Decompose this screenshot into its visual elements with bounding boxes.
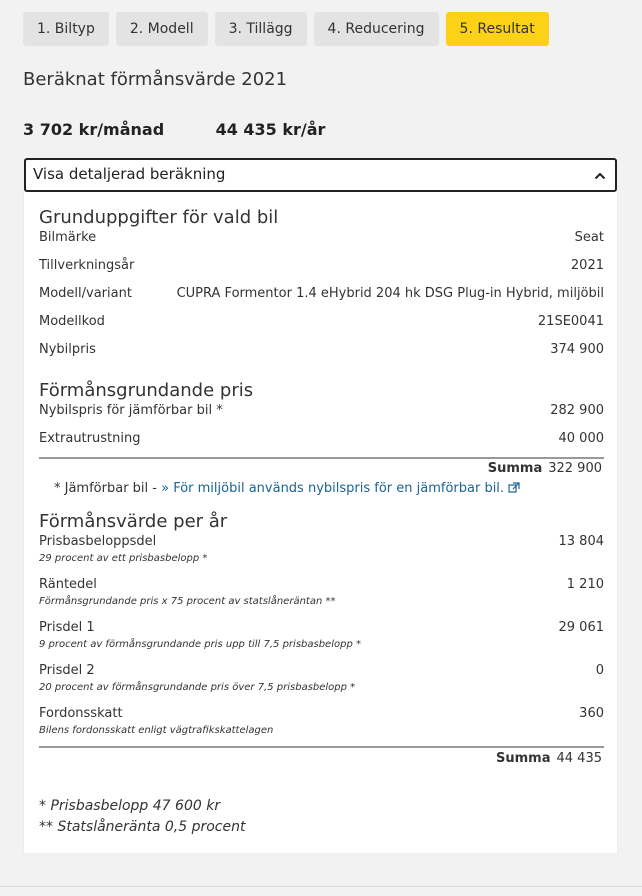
external-link-icon[interactable] — [508, 482, 520, 493]
tab-reducering[interactable]: 4. Reducering — [314, 12, 439, 46]
sum-value: 322 900 — [548, 461, 602, 476]
row-label: Extrautrustning — [39, 431, 141, 446]
row-label: Nybilpris — [39, 342, 96, 357]
row-label: Fordonsskatt — [39, 706, 123, 721]
row-label: Nybilspris för jämförbar bil * — [39, 403, 223, 418]
chevron-up-icon — [594, 172, 606, 180]
row-value: 21SE0041 — [537, 314, 604, 329]
row-label: Modellkod — [39, 314, 105, 329]
tab-resultat[interactable]: 5. Resultat — [446, 12, 549, 46]
row-value: CUPRA Formentor 1.4 eHybrid 204 hk DSG Plug-in Hybrid, miljöbil — [176, 286, 604, 301]
tab-tillagg[interactable]: 3. Tillägg — [215, 12, 307, 46]
row-label: Prisbasbeloppsdel — [39, 534, 157, 549]
sum-label: Summa — [487, 461, 543, 476]
row-value: 40 000 — [558, 431, 604, 446]
comparable-car-note — [54, 481, 520, 496]
total-per-year: 44 435 kr/år — [215, 120, 326, 139]
footnote-statslanerranta: ** Statslåneränta 0,5 procent — [39, 819, 246, 835]
row-value: 29 061 — [558, 620, 604, 635]
section-title-yearly: Förmånsvärde per år — [39, 511, 228, 532]
note-prefix: * Jämförbar bil - — [54, 481, 162, 496]
sum-value: 44 435 — [556, 751, 602, 766]
calculation-details — [23, 192, 618, 853]
footnote-prisbasbelopp: * Prisbasbelopp 47 600 kr — [39, 798, 221, 814]
row-label: Modell/variant — [39, 286, 132, 301]
row-value: 0 — [595, 663, 604, 678]
sum-base-price — [488, 461, 602, 476]
totals — [23, 120, 325, 139]
row-description: 9 procent av förmånsgrundande pris upp till 7,5 prisbasbelopp * — [39, 639, 361, 650]
accordion-label: Visa detaljerad beräkning — [33, 165, 226, 183]
detailed-calculation-toggle[interactable] — [24, 158, 617, 192]
row-value: Seat — [574, 230, 604, 245]
row-description: Förmånsgrundande pris x 75 procent av statslåneräntan ** — [39, 596, 336, 607]
section-title-base-price: Förmånsgrundande pris — [39, 380, 254, 401]
row-value: 374 900 — [550, 342, 604, 357]
row-description: 29 procent av ett prisbasbelopp * — [39, 553, 208, 564]
comparable-car-link[interactable]: » För miljöbil används nybilspris för en jämförbar bil. — [161, 481, 505, 496]
row-value: 282 900 — [550, 403, 604, 418]
row-value: 2021 — [570, 258, 604, 273]
row-value: 360 — [579, 706, 604, 721]
tab-biltyp[interactable]: 1. Biltyp — [23, 12, 109, 46]
row-description: Bilens fordonsskatt enligt vägtrafikskattelagen — [39, 725, 274, 736]
tab-modell[interactable]: 2. Modell — [116, 12, 208, 46]
row-label: Prisdel 2 — [39, 663, 95, 678]
row-label: Tillverkningsår — [39, 258, 135, 273]
sum-label: Summa — [496, 751, 551, 766]
page-title: Beräknat förmånsvärde 2021 — [23, 69, 288, 90]
row-description: 20 procent av förmånsgrundande pris över 7,5 prisbasbelopp * — [39, 682, 356, 693]
row-value: 13 804 — [558, 534, 604, 549]
step-tabs — [23, 12, 549, 46]
sum-yearly — [496, 751, 602, 766]
section-title-basic: Grunduppgifter för vald bil — [39, 207, 279, 228]
total-per-month: 3 702 kr/månad — [23, 120, 165, 139]
row-label: Prisdel 1 — [39, 620, 95, 635]
row-value: 1 210 — [566, 577, 604, 592]
divider — [39, 746, 604, 748]
divider — [0, 886, 642, 887]
divider — [39, 457, 604, 459]
row-label: Räntedel — [39, 577, 97, 592]
row-label: Bilmärke — [39, 230, 97, 245]
